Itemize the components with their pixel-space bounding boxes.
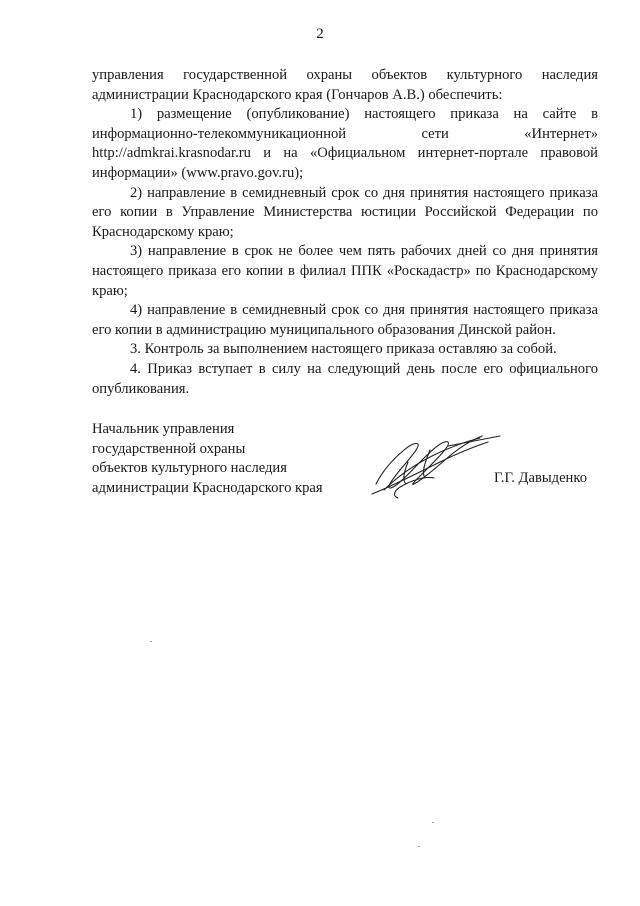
page-number: 2 — [316, 26, 324, 42]
signer-position-line: Начальник управления — [92, 421, 235, 437]
scan-speck — [432, 822, 434, 823]
paragraph-intro: управления государственной охраны объектов культурного наследия администрации Краснодарского края (Гончаров А.В.) обеспечить: — [92, 67, 598, 103]
paragraph-item-4: 4) направление в семидневный срок со дня принятия настоящего приказа его копии в администрацию муниципального образования Динской район. — [92, 302, 598, 338]
scan-speck — [150, 641, 152, 642]
paragraph-clause-4: 4. Приказ вступает в силу на следующий день после его официального опубликования. — [92, 360, 598, 397]
signer-position-line: объектов культурного наследия — [92, 460, 287, 477]
paragraph-item-1: 1) размещение (опубликование) настоящего приказа на сайте в информационно-телекоммуникационной сети «Интернет» http://admkrai.krasnodar.ru и на «Официальном интернет-портале правовой информации» (www.pravo.gov.ru); — [92, 106, 598, 181]
signer-position — [92, 420, 323, 498]
paragraph-item-3: 3) направление в срок не более чем пять рабочих дней со дня принятия настоящего приказа его копии в филиал ППК «Роскадастр» по Краснодарскому краю; — [92, 243, 598, 299]
paragraph-item-2: 2) направление в семидневный срок со дня принятия настоящего приказа его копии в Управление Министерства юстиции Российской Федерации по Краснодарскому краю; — [92, 184, 598, 240]
paragraph-clause-3: 3. Контроль за выполнением настоящего приказа оставляю за собой. — [130, 341, 557, 358]
signer-position-line: администрации Краснодарского края — [92, 479, 323, 496]
scan-speck — [418, 846, 420, 847]
signer-position-line: государственной охраны — [92, 440, 246, 457]
handwritten-signature — [352, 428, 502, 508]
signer-name: Г.Г. Давыденко — [494, 470, 588, 486]
document-body — [92, 66, 598, 399]
